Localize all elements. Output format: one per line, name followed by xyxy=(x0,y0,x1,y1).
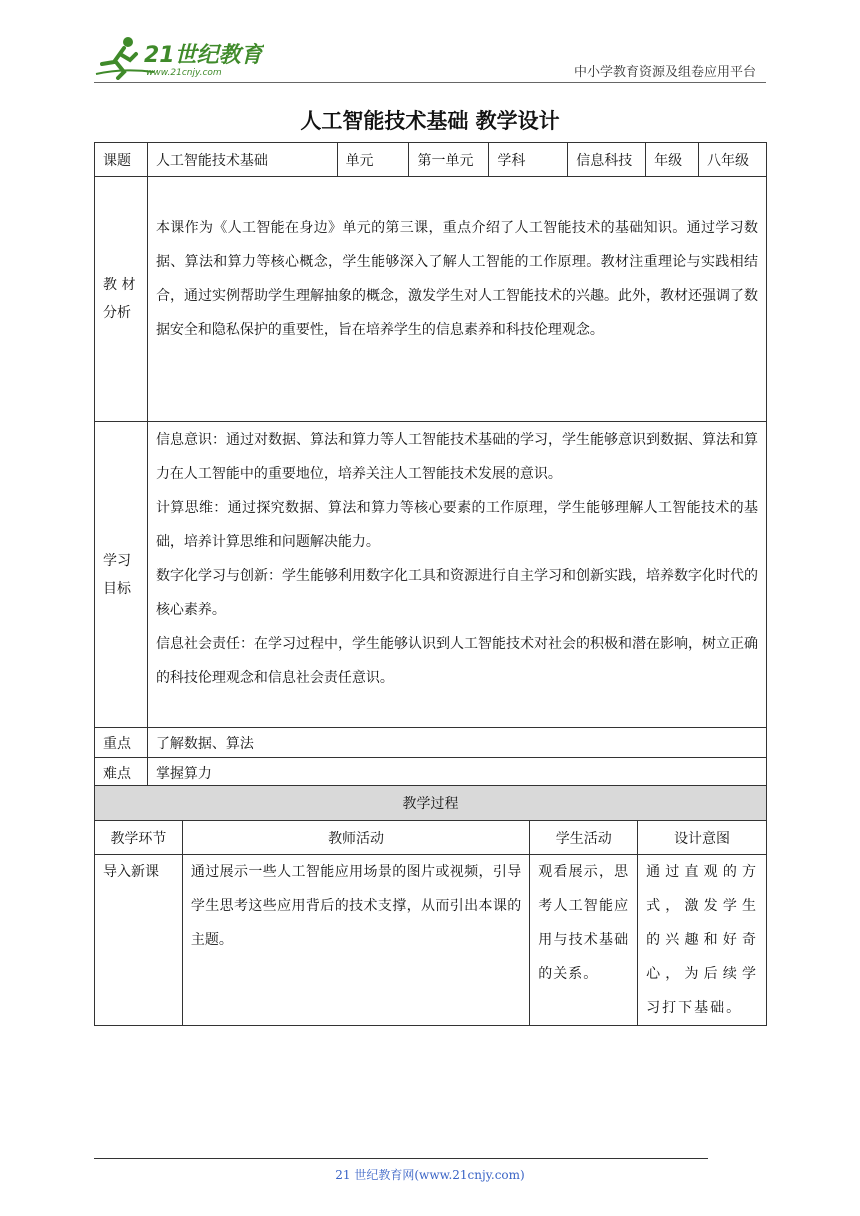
grade-value: 八年级 xyxy=(699,143,767,177)
site-logo xyxy=(94,34,264,80)
difficulty-value: 掌握算力 xyxy=(147,758,766,788)
teaching-process-table xyxy=(94,785,767,1026)
col-teacher-header: 教师活动 xyxy=(182,821,529,855)
analysis-label xyxy=(95,177,148,422)
platform-name: 中小学教育资源及组卷应用平台 xyxy=(573,65,756,80)
stage-cell: 导入新课 xyxy=(95,855,183,1026)
goal-item: 信息社会责任：在学习过程中，学生能够认识到人工智能技术对社会的积极和潜在影响，树立正确的科技伦理观念和信息社会责任意识。 xyxy=(155,636,758,686)
col-student-header: 学生活动 xyxy=(530,821,638,855)
goal-item: 计算思维：通过探究数据、算法和算力等核心要素的工作原理，学生能够理解人工智能技术的基础，培养计算思维和问题解决能力。 xyxy=(155,500,758,550)
subject-value: 信息科技 xyxy=(568,143,646,177)
goal-item: 信息意识：通过对数据、算法和算力等人工智能技术基础的学习，学生能够意识到数据、算法和算力在人工智能中的重要地位，培养关注人工智能技术发展的意识。 xyxy=(155,432,758,482)
goals-label-line1: 学习 xyxy=(103,552,131,569)
logo-text: 21世纪教育 xyxy=(144,43,263,68)
header-divider xyxy=(94,82,766,83)
table-row xyxy=(95,855,767,1026)
course-value: 人工智能技术基础 xyxy=(147,143,337,177)
goals-label-line2: 目标 xyxy=(103,580,131,597)
unit-value: 第一单元 xyxy=(409,143,489,177)
subject-label: 学科 xyxy=(489,143,568,177)
design-intent-cell: 通过直观的方式，激发学生的兴趣和好奇心，为后续学习打下基础。 xyxy=(638,855,767,1026)
teacher-activity-cell: 通过展示一些人工智能应用场景的图片或视频，引导学生思考这些应用背后的技术支撑，从而引出本课的主题。 xyxy=(182,855,529,1026)
key-point-label: 重点 xyxy=(95,728,148,758)
analysis-text: 本课作为《人工智能在身边》单元的第三课，重点介绍了人工智能技术的基础知识。通过学习数据、算法和算力等核心概念，学生能够深入了解人工智能的工作原理。教材注重理论与实践相结合，通过实例帮助学生理解抽象的概念，激发学生对人工智能技术的兴趣。此外，教材还强调了数据安全和隐私保护的重要性，旨在培养学生的信息素养和科技伦理观念。 xyxy=(147,177,766,422)
key-point-value: 了解数据、算法 xyxy=(147,728,766,758)
difficulty-label: 难点 xyxy=(95,758,148,788)
footer-divider xyxy=(94,1158,708,1159)
page-title: 人工智能技术基础 教学设计 xyxy=(300,109,560,133)
col-stage-header: 教学环节 xyxy=(95,821,183,855)
process-heading: 教学过程 xyxy=(95,786,767,821)
analysis-label-line1: 教 材 xyxy=(103,277,136,293)
goal-item: 数字化学习与创新：学生能够利用数字化工具和资源进行自主学习和创新实践，培养数字化时代的核心素养。 xyxy=(155,568,758,618)
goals-label xyxy=(95,422,148,728)
analysis-label-line2: 分析 xyxy=(103,305,131,321)
goals-list xyxy=(147,422,766,728)
course-label: 课题 xyxy=(95,143,148,177)
grade-label: 年级 xyxy=(646,143,699,177)
lesson-info-table xyxy=(94,142,767,788)
logo-url: www.21cnjy.com xyxy=(146,68,222,78)
col-intent-header: 设计意图 xyxy=(638,821,767,855)
footer-text: 21 世纪教育网(www.21cnjy.com) xyxy=(335,1168,525,1182)
student-activity-cell: 观看展示，思考人工智能应用与技术基础的关系。 xyxy=(530,855,638,1026)
unit-label: 单元 xyxy=(337,143,409,177)
